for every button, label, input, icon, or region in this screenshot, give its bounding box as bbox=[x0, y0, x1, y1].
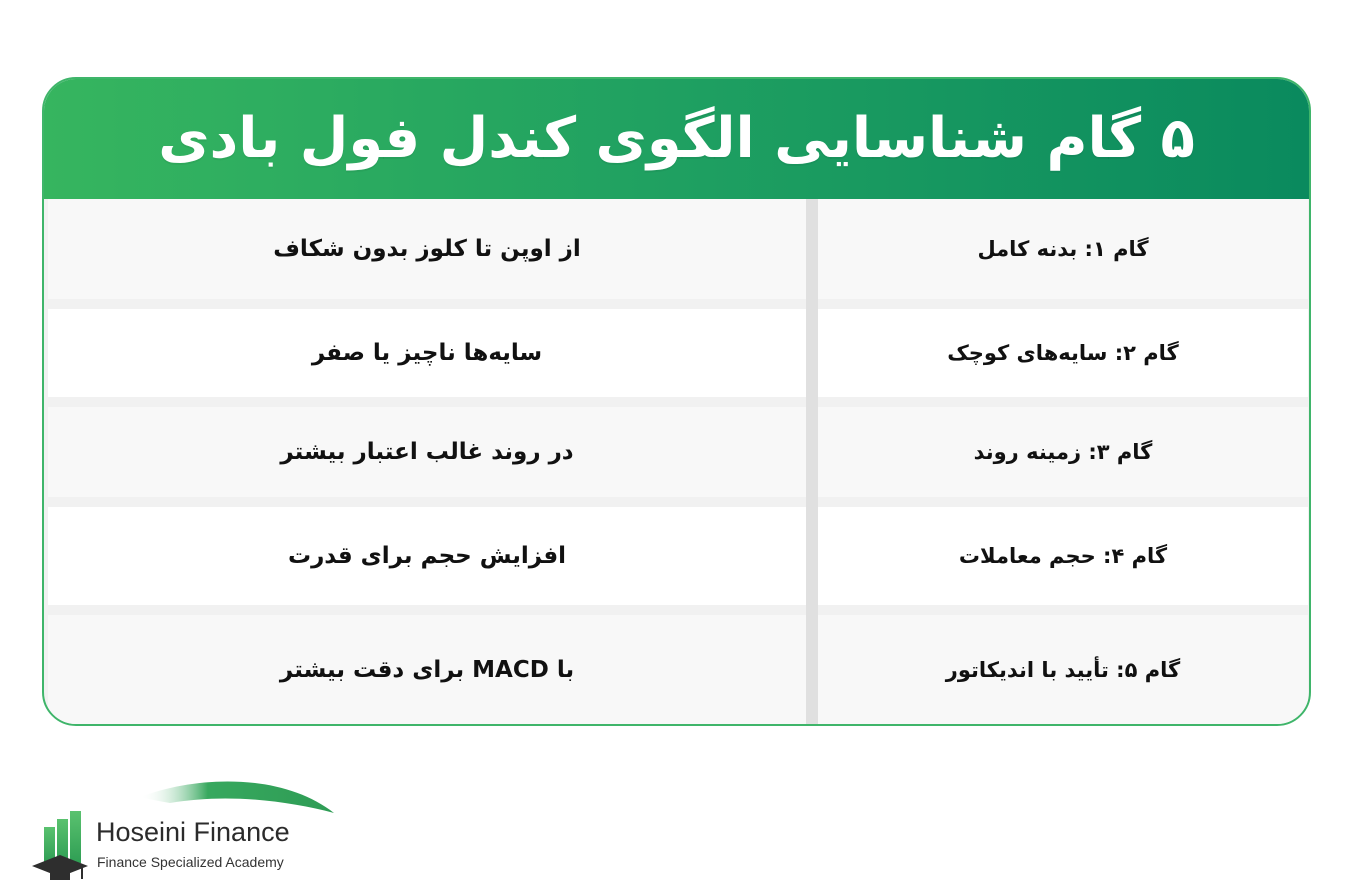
row-step: گام ۴: حجم معاملات bbox=[818, 507, 1308, 605]
table-row bbox=[48, 199, 1308, 299]
row-step: گام ۳: زمینه روند bbox=[818, 407, 1308, 497]
table-header bbox=[44, 79, 1309, 199]
table-row bbox=[48, 615, 1308, 724]
brand-logo bbox=[28, 775, 348, 887]
row-description: افزایش حجم برای قدرت bbox=[48, 507, 806, 605]
brand-name: Hoseini Finance bbox=[96, 817, 290, 847]
row-step: گام ۲: سایه‌های کوچک bbox=[818, 309, 1308, 397]
row-step: گام ۱: بدنه کامل bbox=[818, 199, 1308, 299]
table-row bbox=[48, 407, 1308, 497]
brand-tagline: Finance Specialized Academy bbox=[97, 854, 284, 870]
page-title: ۵ گام شناسایی الگوی کندل فول بادی bbox=[158, 106, 1195, 171]
table-row bbox=[48, 507, 1308, 605]
row-description: در روند غالب اعتبار بیشتر bbox=[48, 407, 806, 497]
row-description: از اوپن تا کلوز بدون شکاف bbox=[48, 199, 806, 299]
row-description: با MACD برای دقت بیشتر bbox=[48, 615, 806, 724]
table-row bbox=[48, 309, 1308, 397]
row-step: گام ۵: تأیید با اندیکاتور bbox=[818, 615, 1308, 724]
row-description: سایه‌ها ناچیز یا صفر bbox=[48, 309, 806, 397]
steps-table-card bbox=[42, 77, 1311, 726]
column-divider bbox=[806, 199, 818, 726]
